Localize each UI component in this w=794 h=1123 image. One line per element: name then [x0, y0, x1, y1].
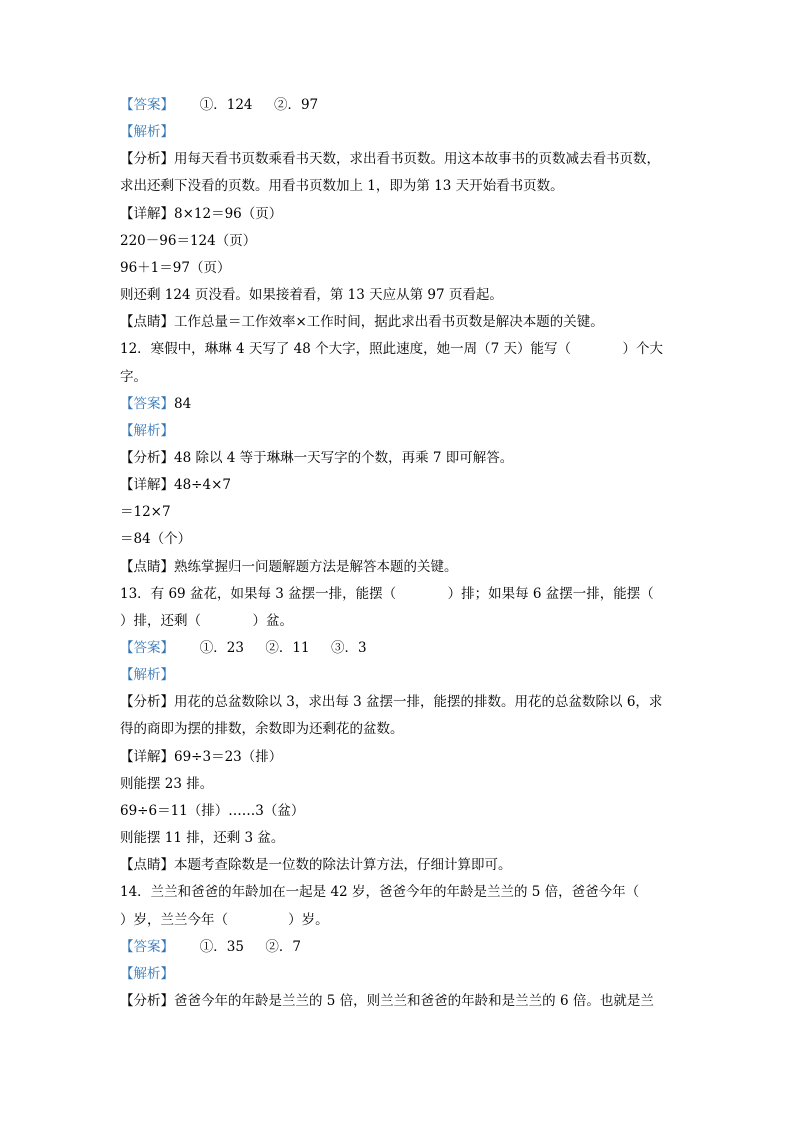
text-line	[120, 937, 301, 957]
text-line	[120, 855, 512, 875]
text-line	[120, 557, 458, 577]
line-text: 【点睛】本题考查除数是一位数的除法计算方法，仔细计算即可。	[120, 857, 512, 874]
text-line	[120, 258, 230, 278]
text-line	[120, 638, 367, 658]
line-text: 【详解】8×12＝96（页）	[120, 205, 283, 222]
line-text: ①．23 ②．11 ③．3	[174, 640, 367, 656]
line-text: 则能摆 11 排，还剩 3 盆。	[120, 830, 285, 847]
text-line	[120, 95, 318, 115]
line-text: 220－96＝124（页）	[120, 232, 257, 249]
line-text: ①．124 ②．97	[174, 97, 319, 113]
text-line	[120, 176, 564, 196]
text-line	[120, 394, 191, 414]
text-line	[120, 231, 256, 251]
text-line	[120, 991, 654, 1011]
text-line	[120, 747, 282, 767]
line-text: 【详解】48÷4×7	[120, 477, 231, 494]
line-text: 14．兰兰和爸爸的年龄加在一起是 42 岁，爸爸今年的年龄是兰兰的 5 倍，爸爸今年（	[120, 884, 640, 901]
text-line	[120, 339, 663, 359]
section-tag: 【答案】	[120, 395, 174, 412]
line-text: 则还剩 124 页没看。如果接着看，第 13 天应从第 97 页看起。	[120, 287, 503, 304]
line-text: 【分析】用每天看书页数乘看书天数，求出看书页数。用这本故事书的页数减去看书页数，	[120, 151, 660, 168]
line-text: 则能摆 23 排。	[120, 775, 214, 792]
line-text: 【分析】爸爸今年的年龄是兰兰的 5 倍，则兰兰和爸爸的年龄和是兰兰的 6 倍。也就是兰	[120, 992, 654, 1009]
text-line	[120, 665, 174, 685]
text-line	[120, 584, 654, 604]
text-line	[120, 692, 662, 712]
text-line	[120, 502, 171, 522]
line-text: 求出还剩下没看的页数。用看书页数加上 1，即为第 13 天开始看书页数。	[120, 178, 564, 195]
line-text: 84	[174, 395, 192, 412]
line-text: 【详解】69÷3＝23（排）	[120, 748, 283, 765]
section-tag: 【解析】	[120, 667, 174, 684]
section-tag: 【解析】	[120, 422, 174, 439]
line-text: 13．有 69 盆花，如果每 3 盆摆一排，能摆（ ）排；如果每 6 盆摆一排，能摆（	[120, 585, 654, 602]
section-tag: 【答案】	[120, 97, 174, 113]
line-text: ＝84（个）	[120, 531, 192, 548]
line-text: 12．寒假中，琳琳 4 天写了 48 个大字，照此速度，她一周（7 天）能写（ ）个大	[120, 341, 663, 358]
line-text: 96＋1＝97（页）	[120, 259, 231, 276]
section-tag: 【解析】	[120, 124, 174, 141]
section-tag: 【解析】	[120, 965, 174, 982]
line-text: 【分析】用花的总盆数除以 3，求出每 3 盆摆一排，能摆的排数。用花的总盆数除以 6，求	[120, 694, 663, 711]
text-line	[120, 611, 293, 631]
text-line	[120, 204, 282, 224]
text-line	[120, 882, 639, 902]
text-line	[120, 774, 213, 794]
text-line	[120, 964, 174, 984]
line-text: ）排，还剩（ ）盆。	[120, 612, 293, 629]
text-line	[120, 149, 660, 169]
line-text: 得的商即为摆的排数，余数即为还剩花的盆数。	[120, 721, 404, 738]
line-text: 【点睛】工作总量＝工作效率×工作时间，据此求出看书页数是解决本题的关键。	[120, 314, 604, 331]
text-line	[120, 448, 513, 468]
text-line	[120, 529, 191, 549]
line-text: ）岁，兰兰今年（ ）岁。	[120, 911, 329, 928]
line-text: 【分析】48 除以 4 等于琳琳一天写字的个数，再乘 7 即可解答。	[120, 449, 514, 466]
text-line	[120, 719, 404, 739]
line-text: 字。	[120, 368, 147, 385]
text-line	[120, 312, 604, 332]
text-line	[120, 285, 503, 305]
text-line	[120, 801, 304, 821]
text-line	[120, 910, 329, 930]
text-line	[120, 828, 284, 848]
section-tag: 【答案】	[120, 938, 174, 955]
text-line	[120, 475, 231, 495]
section-tag: 【答案】	[120, 640, 174, 656]
text-line	[120, 367, 147, 387]
line-text: 【点睛】熟练掌握归一问题解题方法是解答本题的关键。	[120, 558, 458, 575]
line-text: ①．35 ②．7	[174, 938, 301, 955]
text-line	[120, 421, 174, 441]
line-text: 69÷6＝11（排）……3（盆）	[120, 802, 305, 819]
line-text: ＝12×7	[120, 504, 171, 521]
text-line	[120, 122, 174, 142]
